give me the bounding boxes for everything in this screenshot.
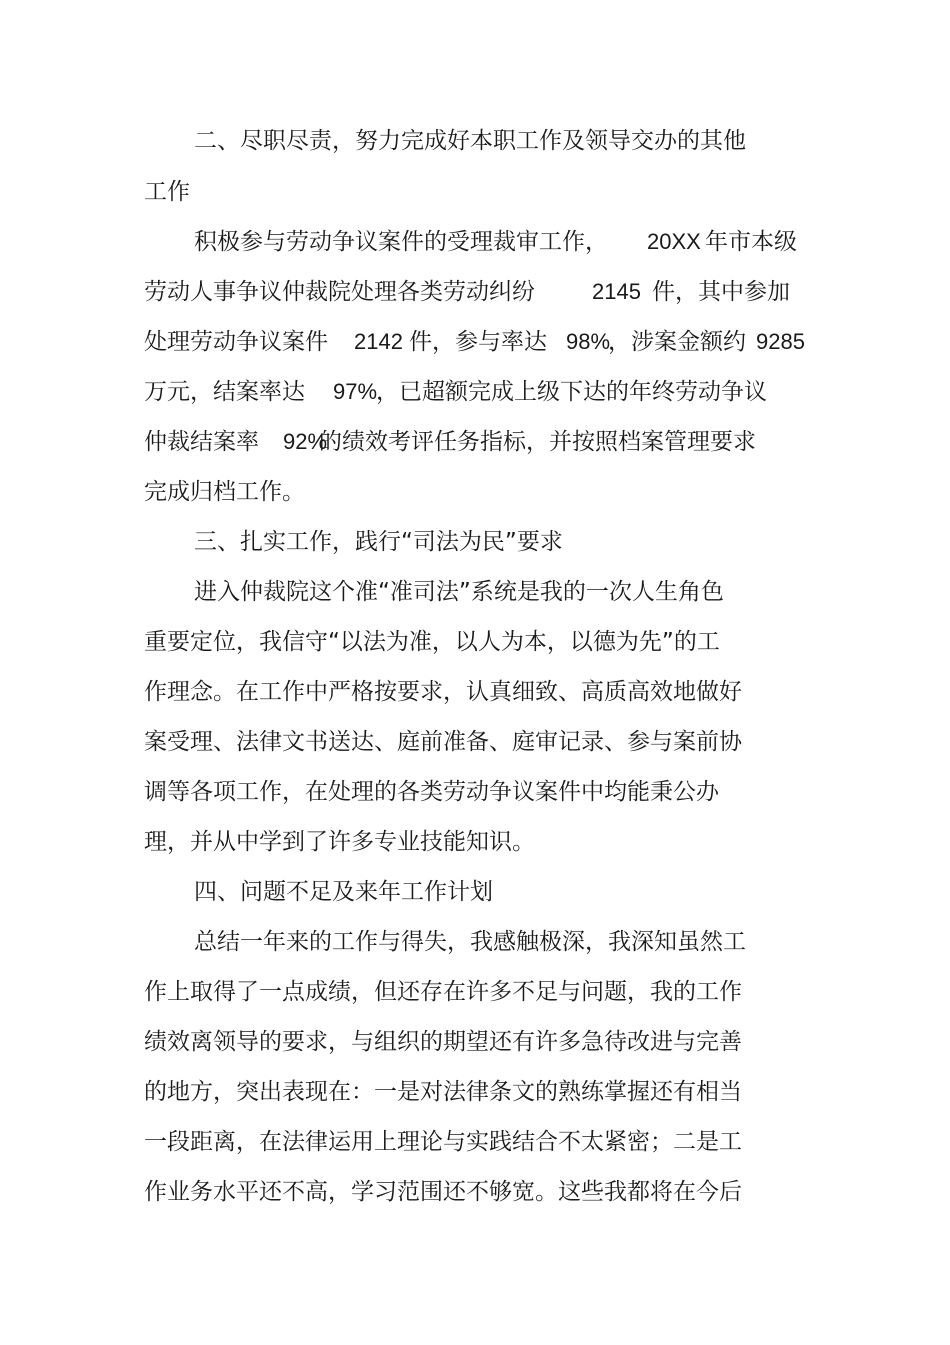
text-segment: 仲裁结案率 — [144, 429, 259, 455]
paragraph-line — [0, 1077, 742, 1107]
text-segment: ，已超额完成上级下达的年终劳动争议 — [376, 379, 767, 405]
text-segment: 作业务水平还不高，学习范围还不够宽。这些我都将在今后 — [144, 1179, 742, 1205]
text-segment: 年市本级 — [705, 229, 797, 255]
paragraph-line — [0, 577, 724, 607]
heading-text: 工作 — [144, 179, 190, 205]
text-segment: 重要定位，我信守“以法为准，以人为本，以德为先”的工 — [144, 629, 720, 655]
paragraph-line — [0, 327, 805, 357]
text-segment: 万元，结案率达 — [144, 379, 305, 405]
heading-2-continued — [0, 177, 190, 207]
text-segment: 的地方，突出表现在：一是对法律条文的熟练掌握还有相当 — [144, 1079, 742, 1105]
text-segment: 积极参与劳动争议案件的受理裁审工作， — [194, 229, 608, 255]
paragraph-line — [0, 1177, 742, 1207]
text-segment: 作上取得了一点成绩，但还存在许多不足与问题，我的工作 — [144, 979, 742, 1005]
paragraph-line — [0, 927, 746, 957]
text-segment: 绩效离领导的要求，与组织的期望还有许多急待改进与完善 — [144, 1029, 742, 1055]
paragraph-line — [0, 1127, 742, 1157]
text-segment: 总结一年来的工作与得失，我感触极深，我深知虽然工 — [194, 929, 746, 955]
paragraph-line — [0, 977, 742, 1007]
text-segment: 的绩效考评任务指标，并按照档案管理要求 — [319, 429, 756, 455]
text-segment: 理，并从中学到了许多专业技能知识。 — [144, 829, 535, 855]
text-segment: 一段距离，在法律运用上理论与实践结合不太紧密；二是工 — [144, 1129, 742, 1155]
text-segment: 件，参与率达 — [409, 329, 547, 355]
paragraph-line — [0, 477, 305, 507]
paragraph-line — [0, 427, 756, 457]
heading-text: 二、尽职尽责，努力完成好本职工作及领导交办的其他 — [194, 128, 746, 154]
year-value: 20XX — [647, 229, 701, 254]
text-segment: 件，其中参加 — [652, 279, 790, 305]
target-rate-value: 92% — [283, 429, 328, 454]
handled-count-value: 2142 — [354, 329, 403, 354]
heading-text: 四、问题不足及来年工作计划 — [194, 879, 493, 905]
heading-2 — [0, 126, 746, 156]
paragraph-line — [0, 827, 535, 857]
text-segment: ，涉案金额约 — [608, 329, 746, 355]
paragraph-line — [0, 677, 742, 707]
case-count-value: 2145 — [592, 279, 641, 304]
text-segment: 作理念。在工作中严格按要求，认真细致、高质高效地做好 — [144, 679, 742, 705]
paragraph-line — [0, 277, 790, 307]
closure-rate-value: 97% — [333, 379, 378, 404]
heading-4 — [0, 877, 493, 907]
paragraph-line — [0, 627, 720, 657]
text-segment: 调等各项工作，在处理的各类劳动争议案件中均能秉公办 — [144, 779, 719, 805]
paragraph-line — [0, 777, 719, 807]
paragraph-line — [0, 377, 767, 407]
paragraph-line — [0, 1027, 742, 1057]
text-segment: 进入仲裁院这个准“准司法”系统是我的一次人生角色 — [194, 579, 724, 605]
text-segment: 完成归档工作。 — [144, 479, 305, 505]
text-segment: 处理劳动争议案件 — [144, 329, 328, 355]
amount-value: 9285 — [756, 329, 805, 354]
text-segment: 案受理、法律文书送达、庭前准备、庭审记录、参与案前协 — [144, 729, 742, 755]
heading-3 — [0, 527, 563, 557]
text-segment: 劳动人事争议仲裁院处理各类劳动纠纷 — [144, 279, 535, 305]
heading-text: 三、扎实工作，践行“司法为民”要求 — [194, 529, 563, 555]
paragraph-line — [0, 227, 797, 257]
paragraph-line — [0, 727, 742, 757]
participation-rate-value: 98% — [566, 329, 611, 354]
